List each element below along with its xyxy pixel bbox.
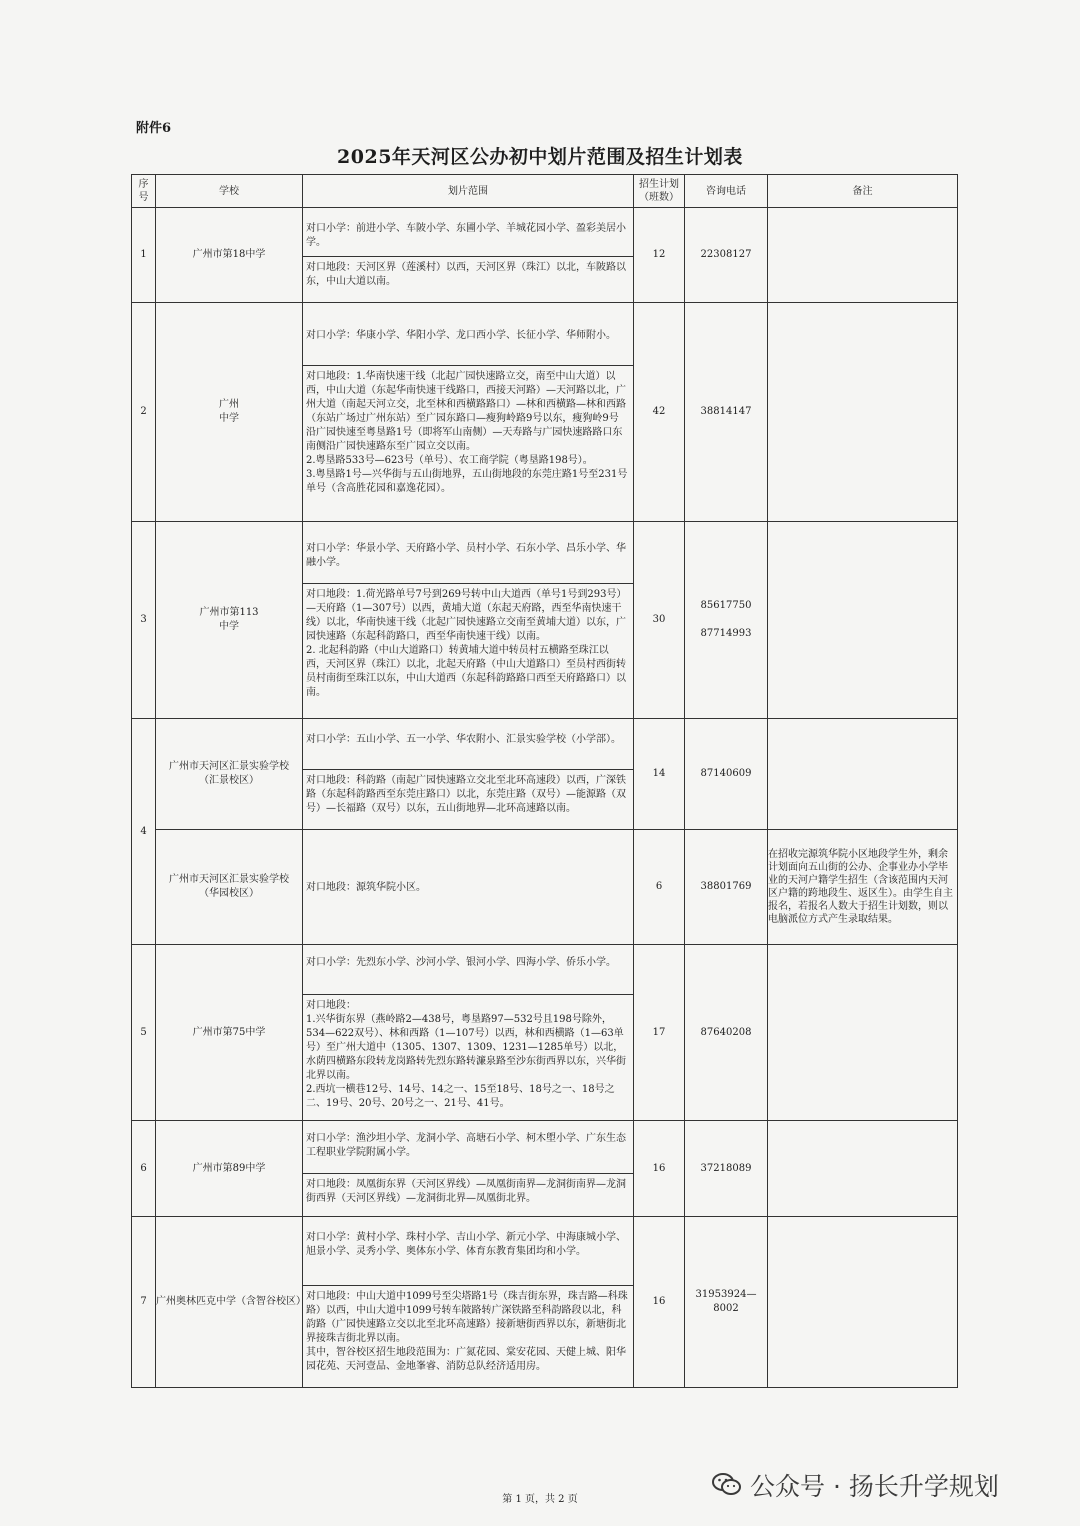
row-school: 广州奥林匹克中学（含智谷校区） (156, 1217, 303, 1388)
row-plan: 16 (634, 1217, 685, 1388)
row-zone (303, 208, 634, 303)
header-zone: 划片范围 (303, 175, 634, 208)
row-seq: 6 (132, 1121, 156, 1217)
header-plan: 招生计划 （班数） (634, 175, 685, 208)
table-row (132, 830, 958, 945)
zone-primary: 对口小学：渔沙坦小学、龙洞小学、高塘石小学、柯木塱小学、广东生态工程职业学院附属小学。 (306, 1133, 626, 1158)
table-header-row (132, 175, 958, 208)
header-school: 学校 (156, 175, 303, 208)
row-plan: 17 (634, 945, 685, 1121)
row-plan: 14 (634, 719, 685, 830)
zone-primary: 对口小学：五山小学、五一小学、华农附小、汇景实验学校（小学部）。 (306, 734, 621, 745)
zone-area: 对口地段：科韵路（南起广园快速路立交北至北环高速段）以西，广深铁路（东起科韵路西至东莞庄路口）以北，东莞庄路（双号）—能源路（双号）—长福路（双号）以东，五山街地界—北环高速路以南。 (303, 769, 633, 819)
row-zone (303, 1121, 634, 1217)
watermark-text: 公众号 · 扬长升学规划 (750, 1472, 999, 1501)
row-tel: 22308127 (685, 208, 768, 303)
zone-area: 对口地段：凤凰街东界（天河区界线）—凤凰街南界—龙洞街南界—龙洞街西界（天河区界线）—龙洞街北界—凤凰街北界。 (303, 1173, 633, 1209)
zone-primary: 对口小学：华景小学、天府路小学、员村小学、石东小学、昌乐小学、华融小学。 (306, 542, 626, 568)
row-note (768, 719, 958, 830)
page-title: 2025年天河区公办初中划片范围及招生计划表 (337, 146, 743, 168)
row-plan: 6 (634, 830, 685, 945)
row-zone (303, 1217, 634, 1388)
row-plan: 12 (634, 208, 685, 303)
row-seq: 3 (132, 522, 156, 719)
enrollment-table (131, 174, 958, 1388)
page-footer: 第 1 页，共 2 页 (502, 1494, 578, 1505)
row-zone (303, 303, 634, 522)
zone-area: 对口地段： 1.兴华街东界（燕岭路2—438号，粤垦路97—532号且198号除外，534—622双号）、林和西路（1—107号）以西，林和西横路（1—63单号）至广州大道中（1305、1307、1309、1231—1285单号）以北，水荫四横路东段转龙岗路转先烈东路转濂泉路至沙东街西界以东，兴华街北界以南。 2.西坑一横巷12号、14号、14之一、15至18号、18号之一、18号之二、19号、20号、20号之一、21号、41号。 (303, 994, 633, 1114)
header-tel: 咨询电话 (685, 175, 768, 208)
table-row (132, 208, 958, 303)
row-tel: 38801769 (685, 830, 768, 945)
table-row (132, 303, 958, 522)
row-note (768, 303, 958, 522)
table-row (132, 945, 958, 1121)
row-note: 在招收完源筑华院小区地段学生外，剩余计划面向五山街的公办、企事业办小学毕业的天河户籍学生招生（含该范围内天河区户籍的跨地段生、返区生）。由学生自主报名，若报名人数大于招生计划数，则以电脑派位方式产生录取结果。 (768, 830, 958, 945)
row-note (768, 945, 958, 1121)
row-note (768, 1121, 958, 1217)
zone-primary: 对口小学：黄村小学、珠村小学、吉山小学、新元小学、中海康城小学、旭景小学、灵秀小学、奥体东小学、体育东教育集团均和小学。 (306, 1232, 626, 1257)
zone-area: 对口地段：中山大道中1099号至尖塔路1号（珠吉街东界，珠吉路—科珠路）以西，中山大道中1099号转车陂路转广深铁路至科韵路段以北，科韵路（广园快速路立交以北至北环高速路）接新塘街西界以东，新塘街北界接珠吉街北界以南。 其中，智谷校区招生地段范围为：广氮花园、棠安花园、天健上城、阳华园花苑、天河壹品、金地峯睿、消防总队经济适用房。 (303, 1285, 633, 1377)
row-zone (303, 830, 634, 945)
row-school: 广州市第113 中学 (156, 522, 303, 719)
zone-primary: 对口小学：先烈东小学、沙河小学、银河小学、四海小学、侨乐小学。 (306, 956, 616, 968)
row-plan: 42 (634, 303, 685, 522)
zone-area: 对口地段：源筑华院小区。 (306, 881, 426, 893)
table-row (132, 1121, 958, 1217)
row-school: 广州市第18中学 (156, 208, 303, 303)
row-tel: 38814147 (685, 303, 768, 522)
row-school: 广州市第75中学 (156, 945, 303, 1121)
row-zone (303, 719, 634, 830)
row-school: 广州市第89中学 (156, 1121, 303, 1217)
table-row (132, 522, 958, 719)
row-note (768, 1217, 958, 1388)
row-plan: 16 (634, 1121, 685, 1217)
row-zone (303, 522, 634, 719)
row-note (768, 208, 958, 303)
header-seq: 序 号 (132, 175, 156, 208)
row-seq: 7 (132, 1217, 156, 1388)
row-seq: 5 (132, 945, 156, 1121)
row-seq: 4 (132, 719, 156, 945)
row-seq: 1 (132, 208, 156, 303)
row-plan: 30 (634, 522, 685, 719)
table-row (132, 719, 958, 830)
zone-primary: 对口小学：前进小学、车陂小学、东圃小学、羊城花园小学、盈彩美居小学。 (306, 223, 626, 248)
header-note: 备注 (768, 175, 958, 208)
zone-area: 对口地段：1.华南快速干线（北起广园快速路立交，南至中山大道）以西，中山大道（东起华南快速干线路口，西接天河路）—天河路以北，广州大道（南起天河立交，北至林和西横路路口）—林和西横路—林和西路（东站广场过广州东站）至广园东路口—瘦狗岭路9号以东，瘦狗岭9号沿广园快速至粤垦路1号（即将军山南侧）—天寿路与广园快速路路口东南侧沿广园快速路东至广园立交以南。 2.粤垦路533号—623号（单号）、农工商学院（粤垦路198号）。 3.粤垦路1号—兴华街与五山街地界，五山街地段的东莞庄路1号至231号单号（含高胜花园和嘉逸花园）。 (303, 365, 633, 499)
row-school: 广州 中学 (156, 303, 303, 522)
row-tel: 85617750 87714993 (685, 522, 768, 719)
zone-area: 对口地段：天河区界（莲溪村）以西，天河区界（珠江）以北，车陂路以东，中山大道以南。 (303, 256, 633, 292)
row-tel: 87640208 (685, 945, 768, 1121)
row-zone (303, 945, 634, 1121)
row-tel: 31953924—8002 (685, 1217, 768, 1388)
zone-primary: 对口小学：华康小学、华阳小学、龙口西小学、长征小学、华师附小。 (306, 330, 616, 341)
zone-area: 对口地段：1.荷光路单号7号到269号转中山大道西（单号1号到293号）—天府路（1—307号）以西，黄埔大道（东起天府路，西至华南快速干线）以北，华南快速干线（北起广园快速路立交南至黄埔大道）以东，广园快速路（东起科韵路口，西至华南快速干线）以南。 2. 北起科韵路（中山大道路口）转黄埔大道中转员村五横路至珠江以西，天河区界（珠江）以北，北起天府路（中山大道路口）至员村西街转员村南街至珠江以东，中山大道西（东起科韵路路口西至天府路路口）以南。 (303, 583, 633, 703)
row-tel: 37218089 (685, 1121, 768, 1217)
row-school: 广州市天河区汇景实验学校 （汇景校区） (156, 719, 303, 830)
row-tel: 87140609 (685, 719, 768, 830)
row-note (768, 522, 958, 719)
table-row (132, 1217, 958, 1388)
row-school: 广州市天河区汇景实验学校 （华园校区） (156, 830, 303, 945)
annex-label: 附件6 (136, 121, 172, 136)
row-seq: 2 (132, 303, 156, 522)
